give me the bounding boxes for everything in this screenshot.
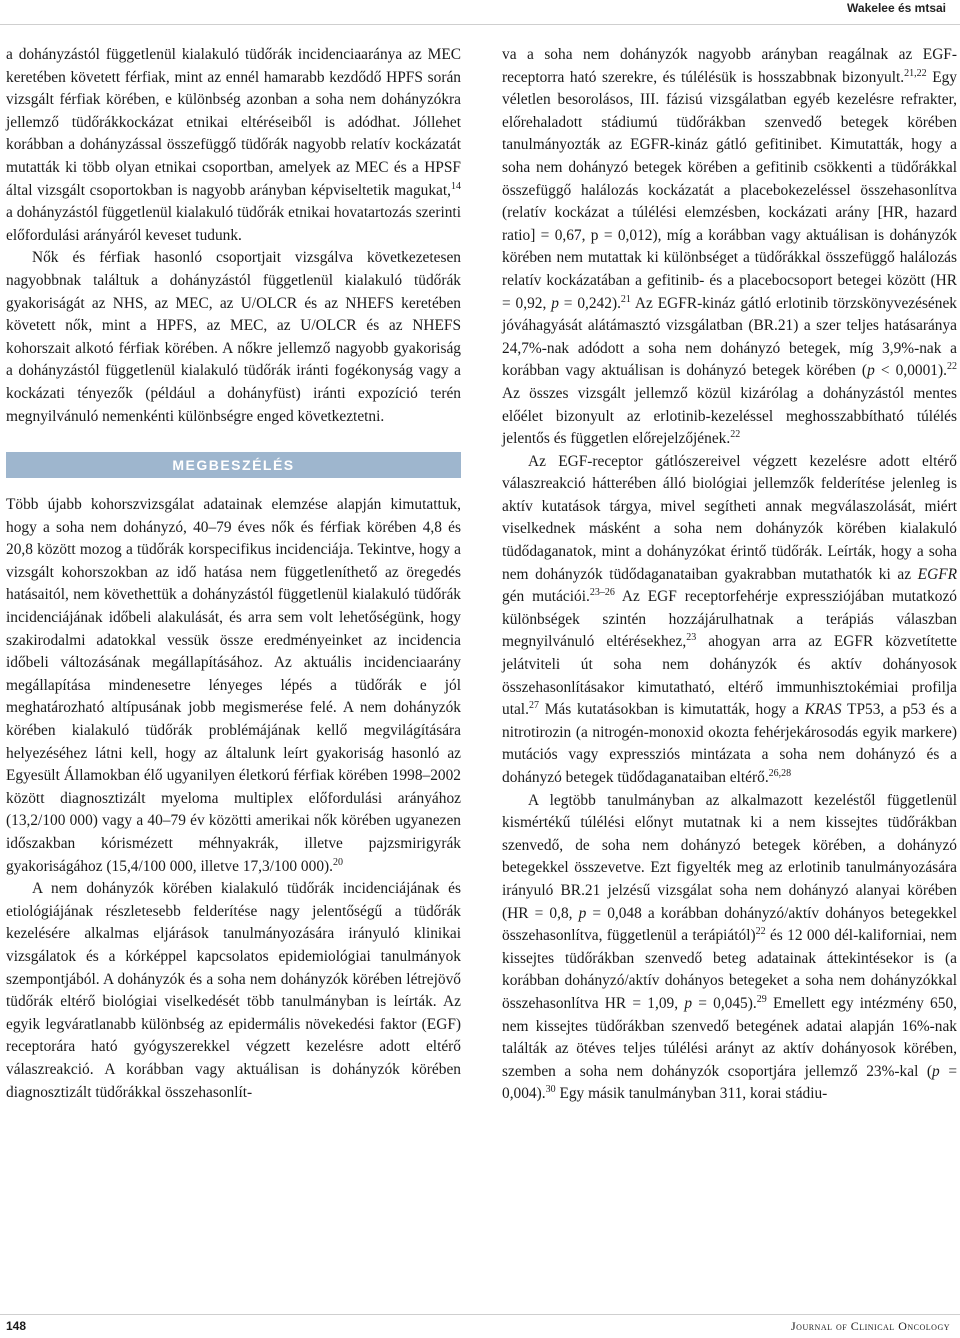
section-heading: MEGBESZÉLÉS (6, 452, 461, 478)
left-column (6, 44, 461, 1104)
reference: 21,22 (904, 67, 927, 79)
page-footer (0, 1314, 960, 1338)
reference: 27 (528, 700, 539, 712)
reference: 22 (946, 361, 957, 373)
running-head: Wakelee és mtsai (847, 1, 946, 15)
paragraph-2: Nők és férfiak hasonló csoportjait vizsgálva következetesen nagyobbnak találtuk a dohányzástól függetlenül kialakuló tüdőrák gyakoriságát az NHS, az MEC, az U/OLCR és az NHEFS keretében követett nők, mint a HPFS, az MEC, az U/OLCR és az NHEFS kohorszait alkotó férfiak körében. A nőkre jellemző nagyobb gyakoriság a dohányzástól függetlenül kialakuló tüdőrák iránti fogékonyság vagy a kockázati tényezők (például a dohányfüst) iránti expozíció terén megnyilvánuló nemenkénti különbségre enged következtetni. (6, 249, 461, 425)
paragraph-7: A legtöbb tanulmányban az alkalmazott kezeléstől függetlenül kismértékű túlélési előnyt mutatnak ki a nem kissejtes tüdőrákban szenvedő, de soha nem dohányzó betegek körében, a dohányzó betegekkel összevetve. Ezt figyelték meg az erlotinib tanulmányozására irányuló BR.21 jelzésű vizsgálat soha nem dohányzó alanyai körében (HR = 0,8, p = 0,048 a korábban dohányzó/aktív dohányos betegekkel összehasonlítva, függetlenül a terápiától)$^{22}$ és 12 000 dél-kaliforniai, nem kissejtes tüdőrákban szenvedő beteg adatainak áttekintésekor is (a korábban dohányzó/aktív dohányos betegeket a soha nem dohányzókkal összehasonlítva HR = 1,09, p = 0,045).$^{29}$ Emellett egy intézmény 650, nem kissejtes tüdőrákban szenvedő betegének adatai alapján 16%-nak találták az ötéves teljes túlélési arányt az aktív dohányosok körében, szemben a soha nem dohányzók csoportjára jellemző 23%-kal (p = 0,004).$^{30}$ Egy másik tanulmányban 311, korai stádiu- (502, 791, 957, 1103)
paragraph-1: a dohányzástól függetlenül kialakuló tüdőrák incidenciaaránya az MEC keretében követett férfiak, mint az ennél hamarabb kezdődő HPFS során vizsgált férfiak körében, e különbség azonban a soha nem dohányzókra jellemző tüdőrákkockázat etnikai eltéréseiből is adódhat. Jóllehet korábban a dohányzással összefüggő tüdőrák nagyobb relatív kockázatát mutatták ki több olyan etnikai csoportban, amelyek az MEC és a HPSF által vizsgált csoportokban is nagyobb arányban képviseltetik magukat,$^{14}$ a dohányzástól függetlenül kialakuló tüdőrák etnikai hovatartozás szerinti előfordulási arányáról keveset tudunk. (6, 46, 461, 244)
header-bar (0, 0, 960, 25)
reference: 26,28 (768, 768, 792, 779)
reference: 29 (756, 993, 767, 1005)
reference: 30 (545, 1084, 556, 1096)
reference: 21 (620, 293, 631, 305)
page-number: 148 (6, 1319, 27, 1333)
right-column (502, 44, 957, 1106)
reference: 20 (333, 856, 343, 868)
paragraph-5: va a soha nem dohányzók nagyobb arányban reagálnak az EGF-receptorra ható szerekre, és túlélésük is hosszabbnak bizonyult.$^{21,22}$ Egy véletlen besorolásos, III. fázisú vizsgálatban egyéb kezelésre refrakter, előrehaladott stádiumú tüdőrákban szenvedő betegek körében tanulmányozták az EGFR-kináz gátló gefitinibet. Kimutatták, hogy a soha nem dohányzó betegek körében a gefitinib csökkenti a tüdőrákkal összefüggő halálozás kockázatát a placebokezeléssel összehasonlítva (relatív kockázat a túlélési elemzésben, kockázati arány [HR, hazard ratio] = 0,67, p = 0,012), míg a korábban vagy aktuálisan is dohányzók körében nem mutattak ki különbséget a tüdőrákkal összefüggő halálozás relatív kockázatában a gefitinib- és a placebocsoport betegei között (HR = 0,92, p = 0,242).$^{21}$ Az EGFR-kináz gátló erlotinib törzskönyvezésének jóváhagyását alátámasztó vizsgálatban (BR.21) a szer teljes hatásaránya 24,7%-nak adódott a soha nem dohányzó betegek, míg 3,9%-nak a korábban vagy aktuálisan is dohányzó betegek körében (p < 0,0001).$^{22}$ Az összes vizsgált jellemző közül kizárólag a dohányzástól mentes előélet bizonyult az erlotinib-kezeléssel meghosszabbítható túlélés jelentős és független előrejelzőjének.$^{22}$ (502, 46, 958, 448)
paragraph-4: A nem dohányzók körében kialakuló tüdőrák incidenciájának és etiológiájának részletesebb felderítése nagy jelentőségű a tüdőrák kezelésére alkalmas eljárások tanulmányozására irányuló klinikai vizsgálatok és a kórképpel kapcsolatos epidemiológiai tanulmányok szempontjából. A dohányzók és a soha nem dohányzók körében létrejövő tüdőrák eltérő biológiai viselkedését több tanulmányban is leírták. Az egyik legváratlanabb különbség az epidermális növekedési faktor (EGF) receptorára ható gyógyszerekkel végzett kezelésre adott eltérő válaszreakció. A korábban vagy aktuálisan is dohányzók körében diagnosztizált tüdőrákkal összehasonlít- (6, 880, 461, 1101)
reference: 14 (451, 180, 461, 192)
paragraph-3: Több újabb kohorszvizsgálat adatainak elemzése alapján kimutattuk, hogy a soha nem dohányzó, 40–79 éves nők és férfiak körében 4,8 és 20,8 között mozog a tüdőrák korspecifikus incidenciája. Tekintve, hogy a vizsgált kohorszokban az idő hatása nem függetleníthető az öregedés hatásaitól, nem követhettük a dohányzástól függetlenül kialakuló tüdőrák incidenciájának időbeli alakulását, és arra sem volt lehetőségünk, hogy szakirodalmi adatokkal vessük össze eredményeinket az incidencia időbeli változásának megállapításához. Az aktuális incidenciaarány megállapítása mindenesetre lényeges lépés a tüdőrák e jól meghatározható altípusának jobb megismerése felé. A nem dohányzók körében kialakuló tüdőrák problémájának kellő megvilágítására helyezéséhez látni kell, hogy az általunk leírt gyakoriság hasonló az Egyesült Államokban élő ugyanilyen életkorú férfiak körében 1998–2002 között diagnosztizált myeloma multiplex előfordulási arányához (13,2/100 000) vagy a 40–79 év közötti amerikai nők körében ugyanezen időszakban kórismézett méhnyakrák, illetve pajzsmirigyrák gyakoriságához (15,4/100 000, illetve 17,3/100 000).$^{20}$ (6, 496, 461, 875)
reference: 23 (686, 632, 697, 644)
paragraph-6: Az EGF-receptor gátlószereivel végzett kezelésre adott eltérő válaszreakció hátterében álló biológiai jellemzők felderítése jelenleg is aktív kutatások tárgya, mivel segítheti annak megválaszolását, miért viselkednek másként a soha nem dohányzók körében kialakuló tüdődaganatok, mint a dohányzókat érintő tüdőrák. Leírták, hogy a soha nem dohányzók tüdődaganataiban gyakrabban mutathatók ki az EGFR gén mutációi.$^{23-26}$ Az EGF receptorfehérje expressziójában mutatkozó különbségek szintén hozzájárulhatnak a terápiás válaszban megnyilvánuló eltérésekhez,$^{23}$ ahogyan arra az EGFR közvetítette jelátviteli út soha nem dohányzók és aktív dohányosok összehasonlításakor kimutatható, eltérő immunhisztokémiai profilja utal.$^{27}$ Más kutatásokban is kimutatták, hogy a KRAS TP53, a p53 és a nitrotirozin (a nitrogén-monoxid okozta fehérjekárosodás egyik markere) mutációs vagy expressziós mintázata a soha nem dohányzó és a dohányzó betegek tüdődaganataiban eltérő.$^{26,28}$ (502, 452, 957, 786)
reference: 23–26 (589, 587, 615, 599)
journal-name: Journal of Clinical Oncology (791, 1319, 950, 1333)
reference: 22 (730, 429, 741, 441)
reference: 22 (755, 926, 766, 938)
